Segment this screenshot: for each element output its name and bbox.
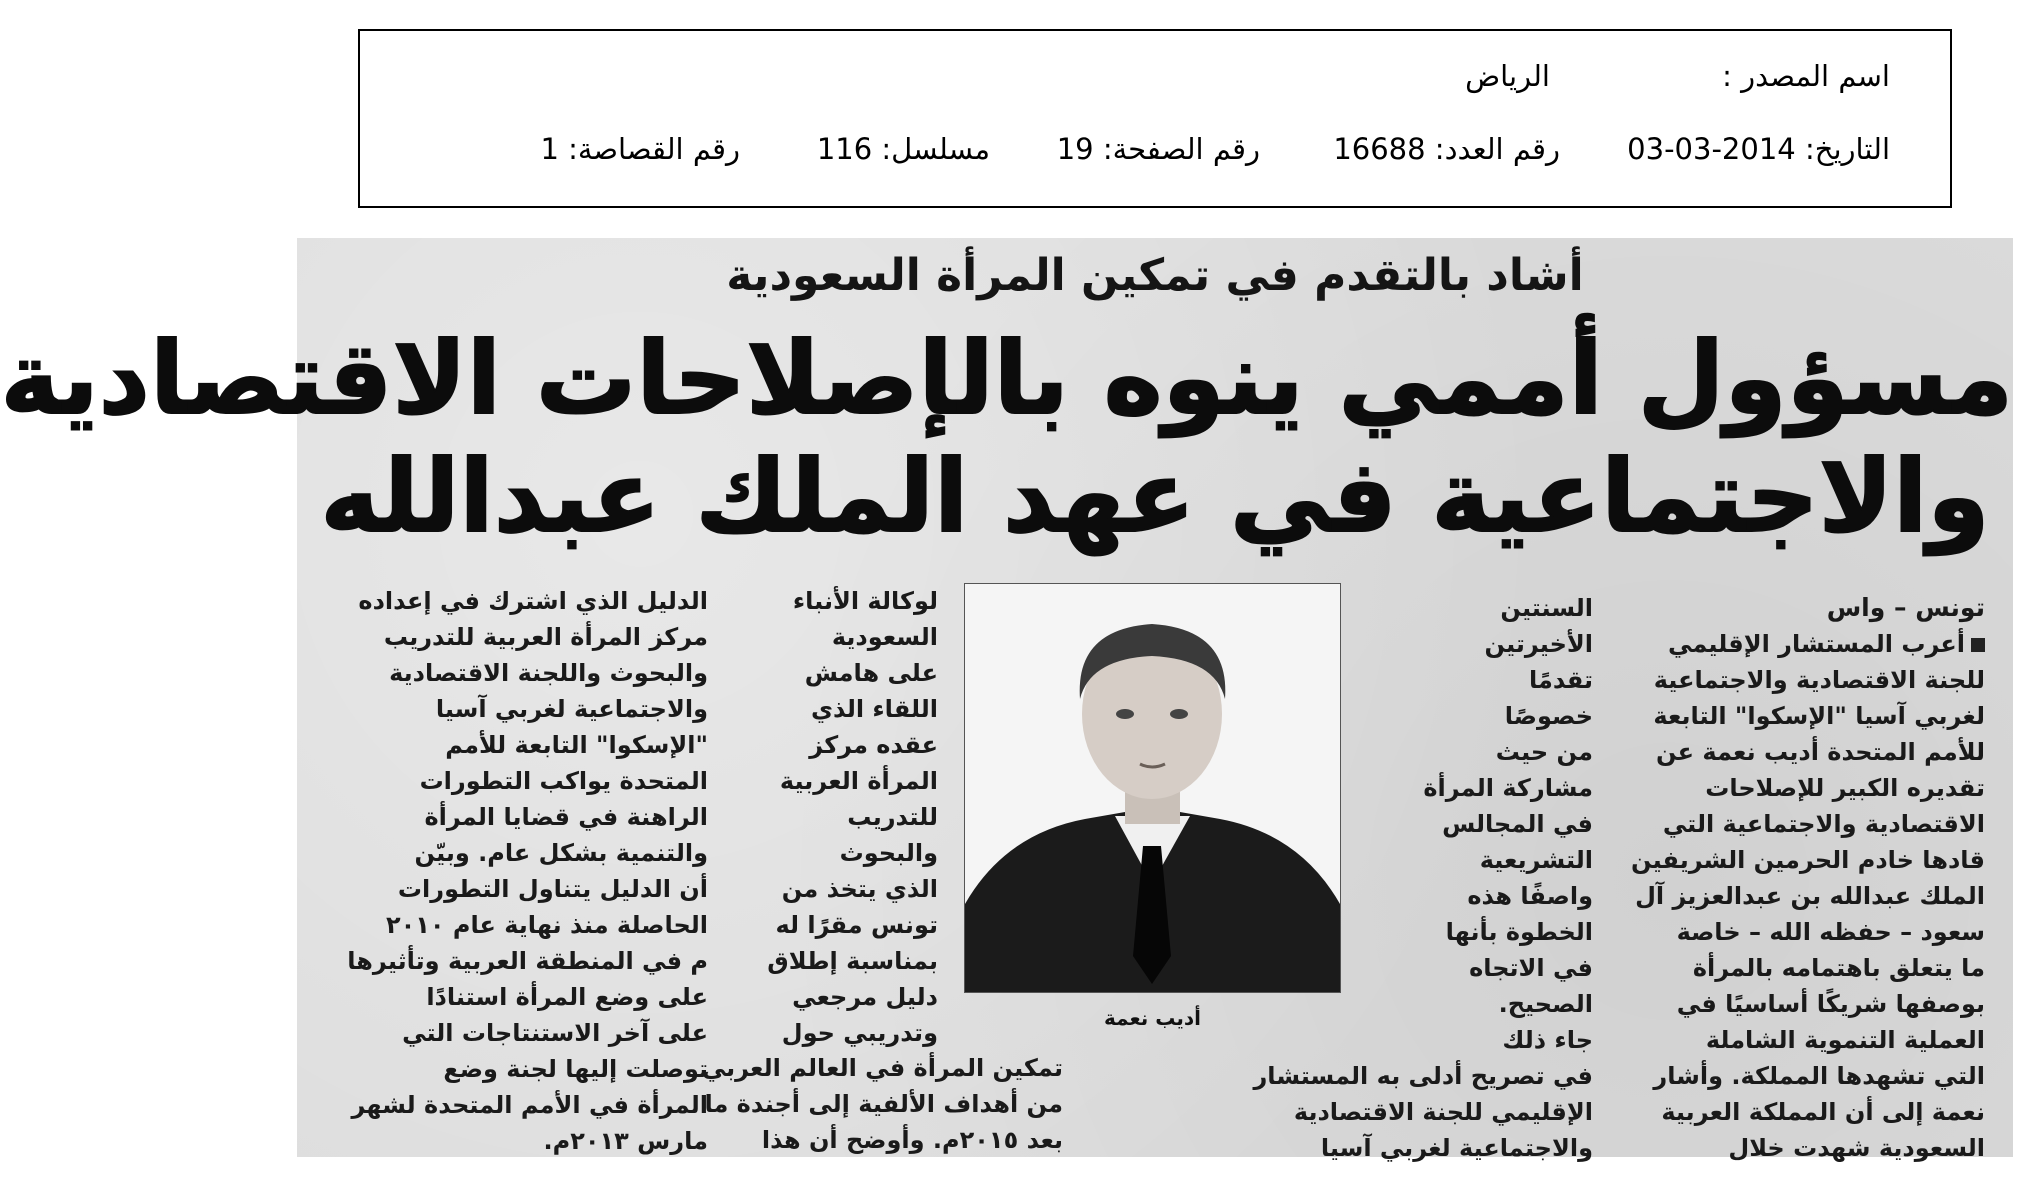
column-line: والاجتماعية لغربي آسيا <box>435 695 708 723</box>
column-line: مارس ٢٠١٣م. <box>543 1127 708 1155</box>
column-line: دليل مرجعي <box>792 983 938 1011</box>
column-line: من حيث <box>1495 738 1593 766</box>
column-line: م في المنطقة العربية وتأثيرها <box>347 947 708 975</box>
column-line: اللقاء الذي <box>810 695 938 723</box>
column-line: تقدمًا <box>1528 666 1593 694</box>
column-line: الاقتصادية والاجتماعية التي <box>1662 810 1985 838</box>
column-line: مركز المرأة العربية للتدريب <box>383 623 708 651</box>
column-line: الإقليمي للجنة الاقتصادية <box>1293 1098 1593 1126</box>
column-line: المرأة العربية <box>779 767 938 795</box>
column-line: على هامش <box>804 659 938 687</box>
column-line: العملية التنموية الشاملة <box>1705 1026 1985 1054</box>
column-line: بعد ٢٠١٥م. وأوضح أن هذا <box>761 1126 1063 1154</box>
headline-line-2: والاجتماعية في عهد الملك عبدالله <box>320 438 1990 555</box>
column-line: توصلت إليها لجنة وضع <box>443 1055 708 1083</box>
source-info-box <box>358 29 1952 208</box>
article-column-1 <box>1615 590 1985 1166</box>
column-line: على آخر الاستنتاجات التي <box>402 1019 708 1047</box>
column-line: الخطوة بأنها <box>1445 918 1593 946</box>
bullet-square-icon <box>1971 638 1985 652</box>
article-column-2 <box>1383 590 1593 1058</box>
column-line: الحاصلة منذ نهاية عام ٢٠١٠ <box>385 911 708 939</box>
newspaper-clipping <box>0 238 2013 1162</box>
column-line: قادها خادم الحرمين الشريفين <box>1631 846 1985 874</box>
column-line: السنتين <box>1500 594 1593 622</box>
column-line <box>1615 626 1985 662</box>
column-line: الراهنة في قضايا المرأة <box>424 803 708 831</box>
article-column-3 <box>738 583 938 1051</box>
column-line: أن الدليل يتناول التطورات <box>397 875 708 903</box>
column-line: تونس مقرًا له <box>775 911 938 939</box>
photo-caption: أديب نعمة <box>1103 1006 1202 1030</box>
column-line: التشريعية <box>1479 846 1593 874</box>
column-line: ما يتعلق باهتمامه بالمرأة <box>1692 954 1985 982</box>
column-line: في المجالس <box>1442 810 1593 838</box>
issue-number-field: رقم العدد: 16688 <box>1333 132 1560 166</box>
column-line: لوكالة الأنباء <box>792 587 938 615</box>
column-line: تقديره الكبير للإصلاحات <box>1705 774 1985 802</box>
serial-field: مسلسل: 116 <box>816 132 990 166</box>
column-line: السعودية <box>831 623 938 651</box>
column-line: السعودية شهدت خلال <box>1728 1134 1985 1162</box>
column-line: بوصفها شريكًا أساسيًا في <box>1676 990 1985 1018</box>
column-line: والاجتماعية لغربي آسيا <box>1320 1134 1593 1162</box>
column-line: جاء ذلك <box>1502 1026 1593 1054</box>
article-kicker: أشاد بالتقدم في تمكين المرأة السعودية <box>726 250 1584 301</box>
column-line: خصوصًا <box>1504 702 1593 730</box>
column-line: على وضع المرأة استنادًا <box>426 983 708 1011</box>
column-line-text: أعرب المستشار الإقليمي <box>1668 630 1965 658</box>
source-value: الرياض <box>1465 59 1550 93</box>
column-line: لغربي آسيا "الإسكوا" التابعة <box>1653 702 1985 730</box>
column-line: سعود – حفظه الله – خاصة <box>1676 918 1985 946</box>
column-line: وتدريبي حول <box>781 1019 938 1047</box>
column-line: بمناسبة إطلاق <box>767 947 938 975</box>
article-column-2-wide <box>1163 1058 1593 1166</box>
column-line: والتنمية بشكل عام. وبيّن <box>414 839 708 867</box>
date-field: التاريخ: 2014-03-03 <box>1627 132 1890 166</box>
page-number-field: رقم الصفحة: 19 <box>1056 132 1260 166</box>
column-line: للتدريب <box>847 803 938 831</box>
column-line: والبحوث واللجنة الاقتصادية <box>389 659 708 687</box>
column-line: واصفًا هذه <box>1467 882 1593 910</box>
column-line: الصحيح. <box>1498 990 1593 1018</box>
portrait-photo <box>964 583 1341 993</box>
column-line: "الإسكوا" التابعة للأمم <box>445 731 708 759</box>
column-line: للجنة الاقتصادية والاجتماعية <box>1653 666 1985 694</box>
column-line: تمكين المرأة في العالم العربي <box>701 1054 1063 1082</box>
column-line: التي تشهدها المملكة. وأشار <box>1653 1062 1985 1090</box>
article-column-4 <box>323 583 708 1159</box>
column-line: الذي يتخذ من <box>781 875 938 903</box>
column-line: عقده مركز <box>809 731 938 759</box>
article-column-3-wide <box>673 1050 1063 1158</box>
column-line: في الاتجاه <box>1469 954 1593 982</box>
column-line: الأخيرتين <box>1484 630 1593 658</box>
column-line: مشاركة المرأة <box>1423 774 1593 802</box>
column-line: في تصريح أدلى به المستشار <box>1253 1062 1593 1090</box>
column-line: نعمة إلى أن المملكة العربية <box>1661 1098 1985 1126</box>
source-label: اسم المصدر : <box>1722 59 1890 93</box>
column-line: الملك عبدالله بن عبدالعزيز آل <box>1635 882 1985 910</box>
column-line: من أهداف الألفية إلى أجندة ما <box>704 1090 1063 1118</box>
headline-line-1: مسؤول أممي ينوه بالإصلاحات الاقتصادية <box>0 320 2013 437</box>
column-line: للأمم المتحدة أديب نعمة عن <box>1656 738 1985 766</box>
column-line: المرأة في الأمم المتحدة لشهر <box>351 1091 708 1119</box>
column-line: والبحوث <box>839 839 938 867</box>
clip-number-field: رقم القصاصة: 1 <box>540 132 740 166</box>
column-line: الدليل الذي اشترك في إعداده <box>358 587 708 615</box>
dateline: تونس – واس <box>1826 593 1985 622</box>
column-line: المتحدة يواكب التطورات <box>419 767 708 795</box>
portrait-image <box>965 584 1340 992</box>
